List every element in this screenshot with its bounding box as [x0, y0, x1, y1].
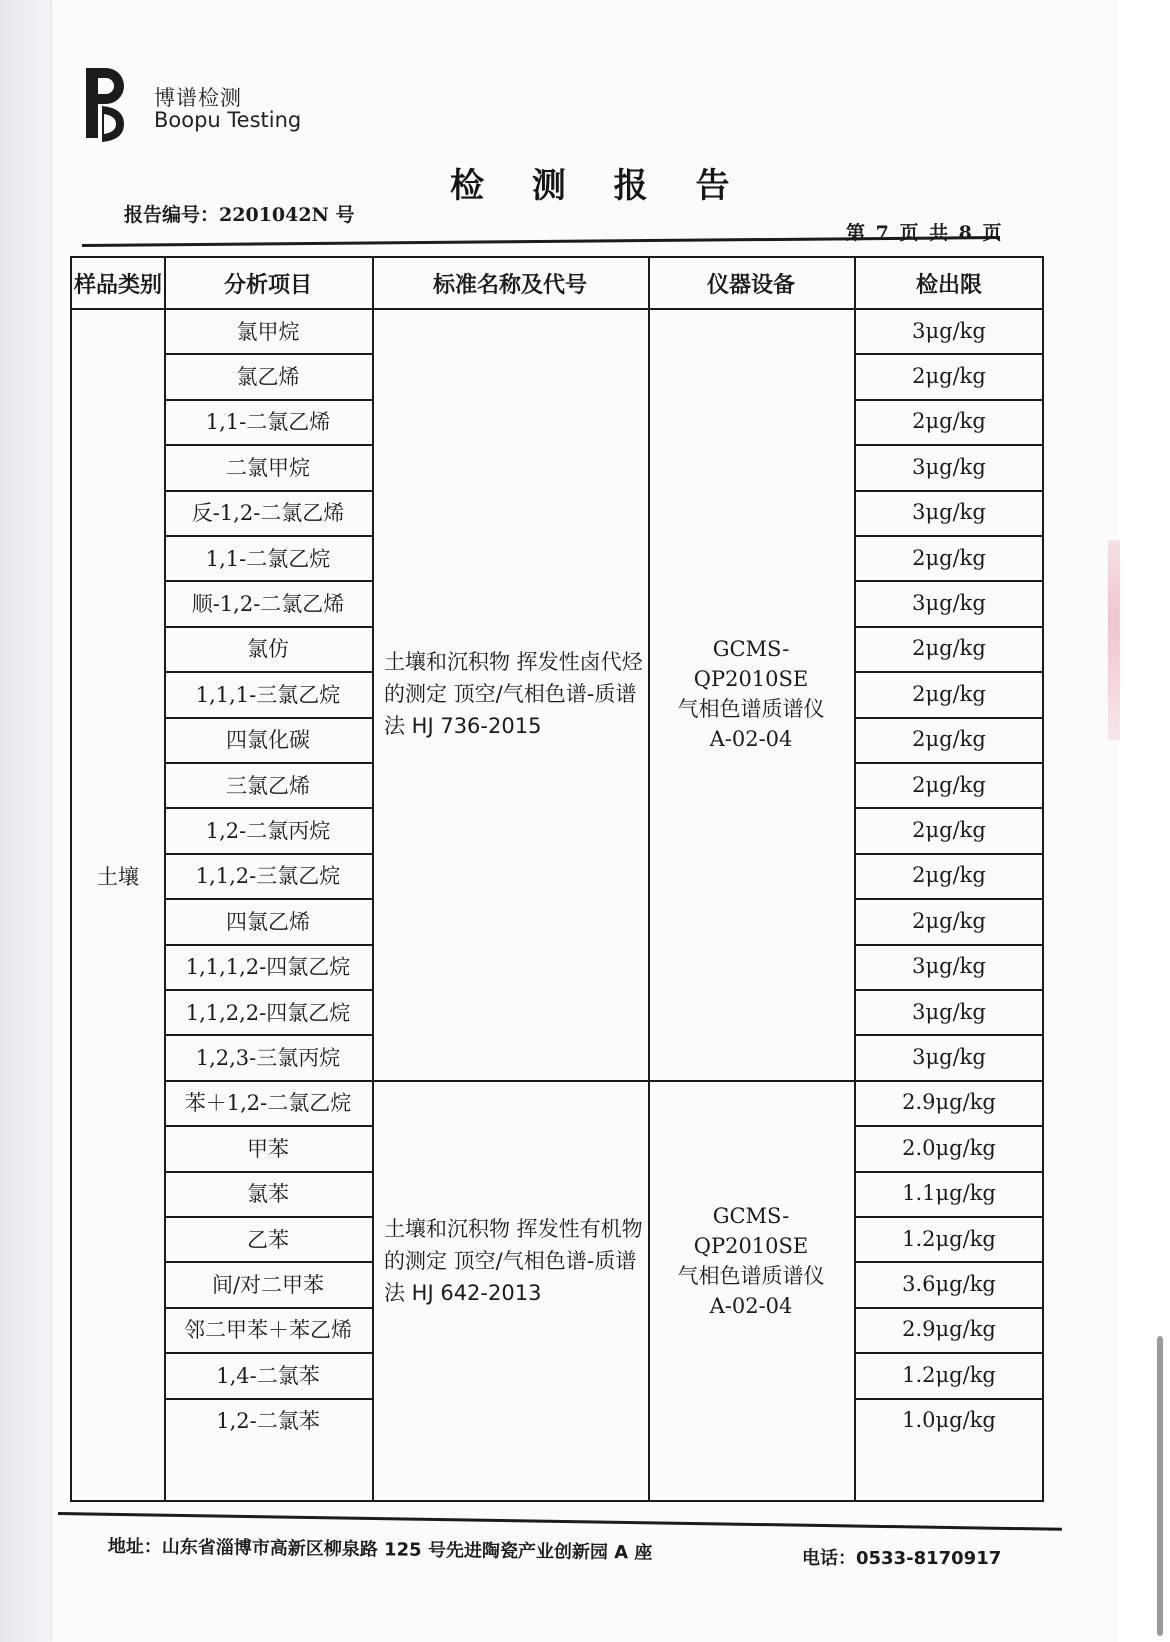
analysis-item-cell: 1,1,2-三氯乙烷 — [195, 864, 341, 889]
analysis-item-cell: 氯苯 — [247, 1182, 289, 1207]
analysis-item-cell: 1,4-二氯苯 — [216, 1363, 320, 1388]
detection-limit-cell: 3μg/kg — [912, 500, 986, 525]
table-header-cell: 分析项目 — [223, 272, 312, 298]
standard-name-cell: 土壤和沉积物 挥发性卤代烃的测定 顶空/气相色谱-质谱法 HJ 736-2015 — [384, 649, 643, 738]
equipment-line: GCMS- — [712, 1204, 790, 1229]
analysis-item-cell: 1,1,1-三氯乙烷 — [195, 682, 341, 707]
analysis-item-cell: 邻二甲苯＋苯乙烯 — [184, 1318, 352, 1343]
equipment-line: 气相色谱质谱仪 — [677, 696, 825, 721]
table-header-cell: 检出限 — [915, 272, 982, 298]
table-header-cell: 仪器设备 — [706, 272, 795, 298]
vertical-scrollbar[interactable] — [1157, 1336, 1163, 1636]
detection-limit-cell: 2.0μg/kg — [902, 1135, 996, 1160]
detection-limit-cell: 3.6μg/kg — [902, 1272, 996, 1297]
equipment-line: A-02-04 — [709, 1294, 793, 1319]
analysis-item-cell: 四氯化碳 — [226, 728, 310, 753]
analysis-item-cell: 苯＋1,2-二氯乙烷 — [184, 1091, 352, 1116]
detection-limit-cell: 2μg/kg — [912, 409, 986, 434]
detection-limit-cell: 1.2μg/kg — [902, 1362, 996, 1387]
equipment-line: QP2010SE — [693, 666, 809, 691]
equipment-line: 气相色谱质谱仪 — [677, 1264, 825, 1289]
analysis-item-cell: 二氯甲烷 — [226, 455, 310, 480]
analysis-item-cell: 氯仿 — [247, 637, 289, 662]
detection-limit-cell: 2μg/kg — [912, 727, 986, 752]
detection-limit-cell: 3μg/kg — [912, 591, 986, 616]
brand-name-cn: 博谱检测 — [154, 86, 242, 110]
analysis-item-cell: 氯甲烷 — [236, 319, 300, 344]
analysis-item-cell: 四氯乙烯 — [226, 909, 310, 934]
detection-limit-cell: 2μg/kg — [912, 772, 986, 797]
analysis-item-cell: 1,1-二氯乙烯 — [205, 410, 331, 435]
equipment-line: QP2010SE — [693, 1234, 809, 1259]
analysis-item-cell: 间/对二甲苯 — [211, 1273, 325, 1298]
report-number: 报告编号：2201042N 号 — [124, 204, 355, 226]
detection-limit-cell: 3μg/kg — [912, 954, 986, 979]
detection-limit-cell: 3μg/kg — [912, 1045, 986, 1070]
detection-limit-cell: 3μg/kg — [912, 999, 986, 1024]
analysis-item-cell: 1,1,2,2-四氯乙烷 — [185, 1000, 351, 1025]
detection-limit-cell: 2.9μg/kg — [902, 1090, 996, 1115]
equipment-cell — [648, 308, 854, 1080]
detection-limit-cell: 2μg/kg — [912, 908, 986, 933]
brand-name-en: Boopu Testing — [154, 108, 302, 132]
analysis-item-cell: 甲苯 — [247, 1136, 289, 1161]
red-stamp-edge — [1108, 540, 1120, 740]
detection-limit-cell: 2μg/kg — [912, 818, 986, 843]
analysis-item-cell: 1,1-二氯乙烷 — [205, 546, 331, 571]
footer-phone: 电话：0533-8170917 — [802, 1548, 1002, 1569]
page-indicator: 第 7 页 共 8 页 — [846, 222, 1004, 244]
analysis-item-cell: 三氯乙烯 — [226, 773, 310, 798]
detection-limit-cell: 2.9μg/kg — [902, 1317, 996, 1342]
table-header-cell: 样品类别 — [73, 272, 162, 298]
analysis-item-cell: 1,1,1,2-四氯乙烷 — [185, 955, 351, 980]
detection-limit-cell: 1.2μg/kg — [902, 1226, 996, 1251]
analysis-item-cell: 1,2-二氯苯 — [216, 1409, 320, 1434]
detection-limit-cell: 2μg/kg — [912, 863, 986, 888]
boopu-logo-icon — [80, 62, 130, 144]
equipment-line: GCMS- — [712, 636, 790, 661]
table-header-cell: 标准名称及代号 — [432, 272, 587, 298]
analysis-item-cell: 1,2,3-三氯丙烷 — [195, 1046, 341, 1071]
detection-limit-cell: 3μg/kg — [912, 454, 986, 479]
analysis-item-cell: 1,2-二氯丙烷 — [205, 819, 331, 844]
detection-limit-cell: 2μg/kg — [912, 681, 986, 706]
detection-limit-cell: 2μg/kg — [912, 364, 986, 389]
analysis-item-cell: 乙苯 — [247, 1227, 289, 1252]
detection-limit-cell: 2μg/kg — [912, 636, 986, 661]
sample-type-cell: 土壤 — [97, 864, 139, 889]
analysis-item-cell: 顺-1,2-二氯乙烯 — [191, 592, 345, 617]
equipment-line: A-02-04 — [709, 726, 793, 751]
detection-limit-cell: 2μg/kg — [912, 545, 986, 570]
standard-name-cell: 土壤和沉积物 挥发性有机物的测定 顶空/气相色谱-质谱法 HJ 642-2013 — [384, 1217, 643, 1306]
scan-left-margin — [0, 0, 58, 1642]
detection-limit-cell: 1.0μg/kg — [902, 1408, 996, 1433]
analysis-item-cell: 氯乙烯 — [236, 365, 300, 390]
report-title: 检 测 报 告 — [450, 166, 748, 206]
detection-limit-cell: 1.1μg/kg — [902, 1181, 996, 1206]
footer-address: 地址：山东省淄博市高新区柳泉路 125 号先进陶瓷产业创新园 A 座 — [107, 1535, 653, 1564]
detection-limit-table — [70, 256, 1044, 1502]
equipment-cell — [648, 1080, 854, 1443]
analysis-item-cell: 反-1,2-二氯乙烯 — [191, 501, 345, 526]
detection-limit-cell: 3μg/kg — [912, 318, 986, 343]
